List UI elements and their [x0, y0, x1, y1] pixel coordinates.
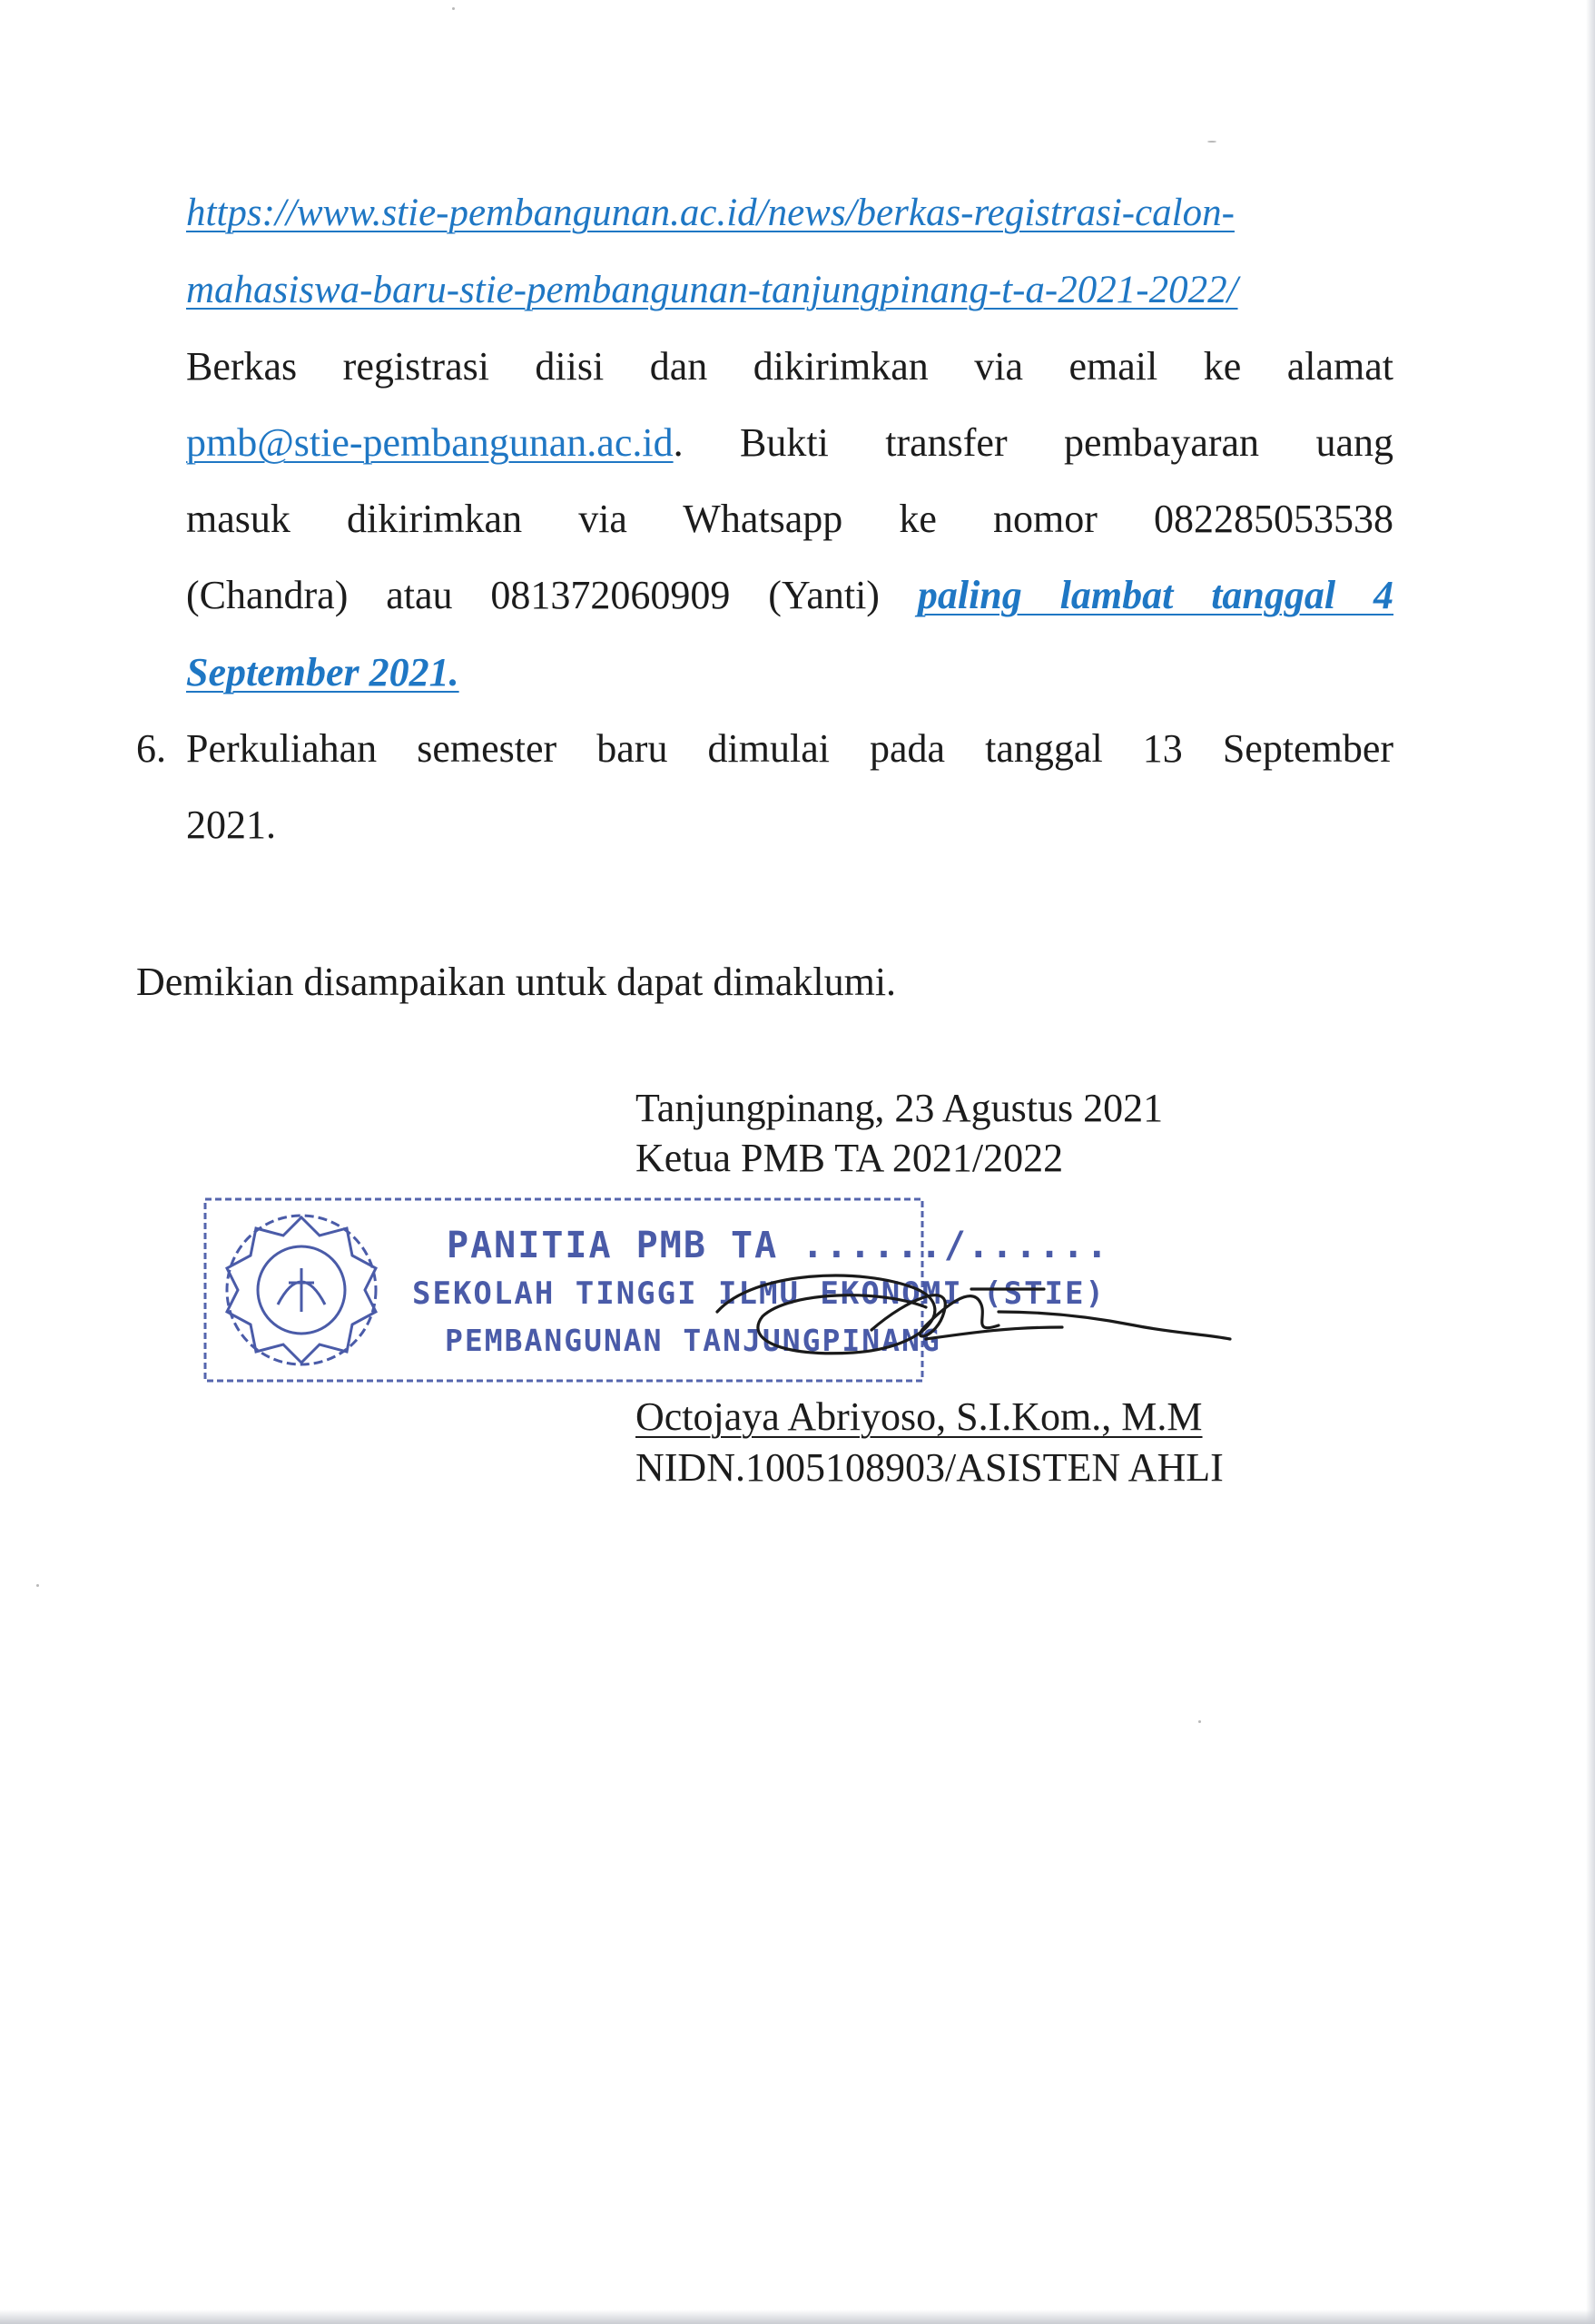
registration-url-line-2[interactable]	[186, 265, 1389, 316]
scan-speck	[1207, 141, 1216, 143]
list-item-number: 6.	[136, 726, 166, 771]
place-date: Tanjungpinang, 23 Agustus 2021	[635, 1086, 1164, 1130]
handwritten-signature	[699, 1226, 1244, 1389]
stamp-text-line-3: PEMBANGUNAN TANJUNGPINANG	[445, 1323, 941, 1358]
scan-speck	[36, 1584, 39, 1587]
closing-statement: Demikian disampaikan untuk dapat dimaklumi.	[136, 960, 897, 1004]
scan-edge-bottom	[0, 2309, 1595, 2324]
stamp-emblem-icon	[227, 1216, 376, 1364]
registration-url-link-2[interactable]: mahasiswa-baru-stie-pembangunan-tanjungpinang-t-a-2021-2022/	[186, 269, 1238, 311]
stamp-text-line-1: PANITIA PMB TA ....../......	[447, 1225, 1110, 1266]
deadline-text-1: paling lambat tanggal 4	[917, 573, 1394, 617]
paragraph-text: (Chandra) atau 081372060909 (Yanti)	[186, 573, 880, 617]
paragraph-line: Berkas registrasi diisi dan dikirimkan via email ke alamat	[186, 344, 1393, 389]
paragraph-line: masuk dikirimkan via Whatsapp ke nomor 082285053538	[186, 497, 1393, 541]
email-link[interactable]: pmb@stie-pembangunan.ac.id	[186, 420, 674, 465]
list-item-text: 2021.	[186, 803, 276, 847]
paragraph-line	[186, 570, 1393, 621]
scan-speck	[452, 7, 455, 10]
registration-url-link-1[interactable]: https://www.stie-pembangunan.ac.id/news/berkas-registrasi-calon-	[186, 192, 1235, 234]
deadline-text-2: September 2021.	[186, 650, 459, 694]
scan-speck	[1198, 1720, 1201, 1723]
registration-url-line-1[interactable]	[186, 188, 1389, 239]
scan-edge-right	[1586, 0, 1595, 2324]
paragraph-line	[186, 418, 1393, 468]
list-item-text: Perkuliahan semester baru dimulai pada tanggal 13 September	[186, 726, 1393, 771]
paragraph-line	[186, 647, 459, 698]
paragraph-text: . Bukti transfer pembayaran uang	[673, 420, 1393, 465]
stamp-text-line-2: SEKOLAH TINGGI ILMU EKONOMI (STIE)	[412, 1275, 1106, 1312]
signer-name: Octojaya Abriyoso, S.I.Kom., M.M	[635, 1394, 1203, 1439]
signer-id: NIDN.1005108903/ASISTEN AHLI	[635, 1445, 1224, 1490]
signer-position: Ketua PMB TA 2021/2022	[635, 1136, 1064, 1180]
